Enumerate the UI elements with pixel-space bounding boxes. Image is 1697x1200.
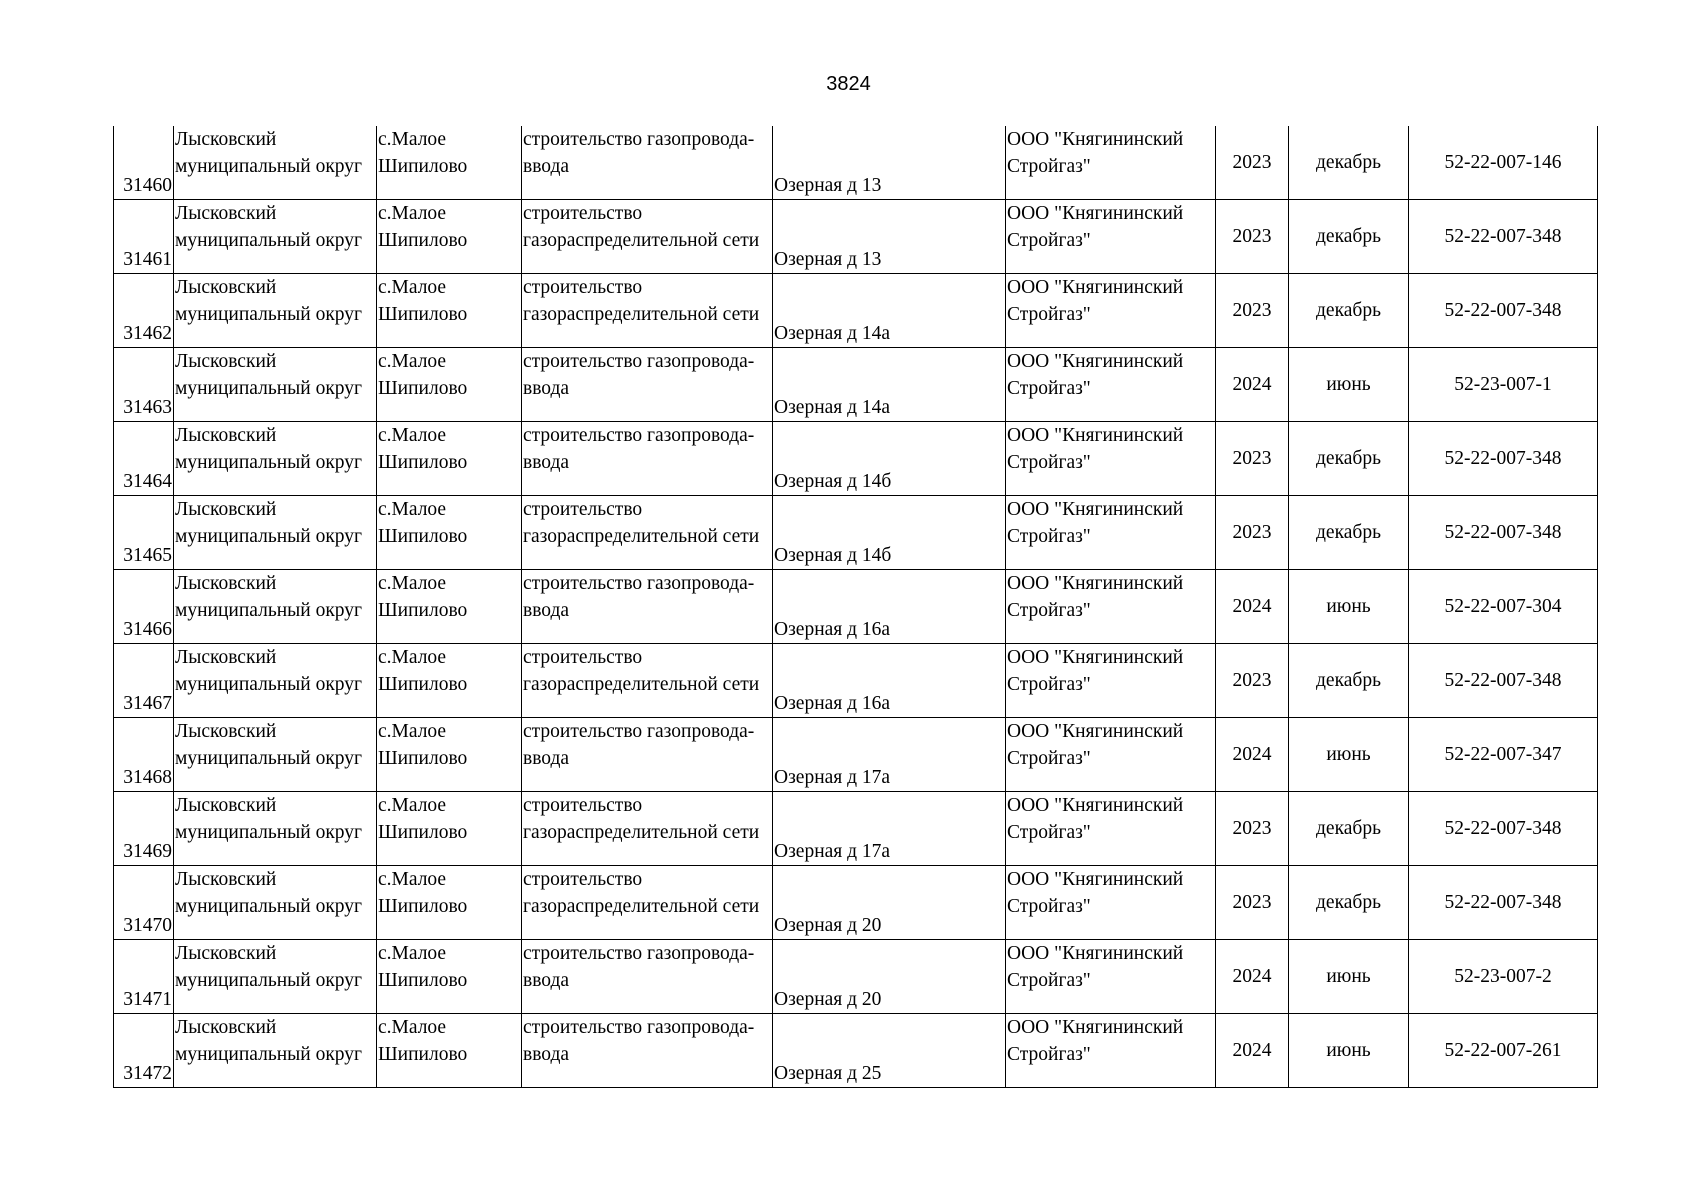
district-cell-line: Лысковский — [175, 277, 277, 298]
work-type-cell-line: газораспределительной сети — [523, 896, 760, 917]
work-type-cell — [522, 866, 773, 940]
settlement-cell-line: с.Малое — [378, 277, 447, 298]
row-number: 31472 — [114, 1014, 174, 1088]
work-type-cell — [522, 940, 773, 1014]
district-cell-line: Лысковский — [175, 351, 277, 372]
row-number: 31468 — [114, 718, 174, 792]
code-cell: 52-22-007-348 — [1409, 422, 1598, 496]
month-cell: декабрь — [1289, 274, 1409, 348]
settlement-cell-line: Шипилово — [378, 674, 468, 695]
row-number: 31460 — [114, 126, 174, 200]
district-cell-line: Лысковский — [175, 721, 277, 742]
contractor-cell-line: ООО "Княгининский — [1007, 647, 1184, 668]
work-type-cell — [522, 1014, 773, 1088]
contractor-cell-line: ООО "Княгининский — [1007, 573, 1184, 594]
code-cell: 52-22-007-146 — [1409, 126, 1598, 200]
contractor-cell — [1006, 866, 1216, 940]
settlement-cell-line: с.Малое — [378, 721, 447, 742]
contractor-cell-line: Стройгаз" — [1007, 896, 1091, 917]
contractor-cell — [1006, 348, 1216, 422]
district-cell-line: муниципальный округ — [175, 896, 363, 917]
contractor-cell — [1006, 644, 1216, 718]
contractor-cell-line: Стройгаз" — [1007, 378, 1091, 399]
work-type-cell — [522, 126, 773, 200]
work-type-cell-line: строительство — [523, 869, 643, 890]
address-cell: Озерная д 13 — [773, 126, 1006, 200]
work-type-cell-line: строительство газопровода- — [523, 129, 755, 150]
district-cell — [174, 422, 377, 496]
row-number: 31471 — [114, 940, 174, 1014]
district-cell — [174, 940, 377, 1014]
work-type-cell — [522, 348, 773, 422]
work-type-cell-line: газораспределительной сети — [523, 822, 760, 843]
table-row — [114, 570, 1598, 644]
settlement-cell — [377, 422, 522, 496]
month-cell: декабрь — [1289, 496, 1409, 570]
settlement-cell-line: Шипилово — [378, 822, 468, 843]
settlement-cell-line: Шипилово — [378, 748, 468, 769]
month-cell: июнь — [1289, 1014, 1409, 1088]
table-row — [114, 718, 1598, 792]
work-type-cell-line: ввода — [523, 1044, 570, 1065]
year-cell: 2023 — [1216, 200, 1289, 274]
year-cell: 2023 — [1216, 422, 1289, 496]
settlement-cell — [377, 570, 522, 644]
work-type-cell — [522, 422, 773, 496]
code-cell: 52-22-007-348 — [1409, 792, 1598, 866]
table-row — [114, 792, 1598, 866]
work-type-cell-line: строительство газопровода- — [523, 425, 755, 446]
address-cell: Озерная д 17а — [773, 792, 1006, 866]
work-type-cell-line: строительство газопровода- — [523, 351, 755, 372]
district-cell-line: Лысковский — [175, 647, 277, 668]
district-cell — [174, 496, 377, 570]
work-type-cell-line: строительство газопровода- — [523, 943, 755, 964]
contractor-cell-line: Стройгаз" — [1007, 822, 1091, 843]
work-type-cell-line: ввода — [523, 748, 570, 769]
work-type-cell-line: газораспределительной сети — [523, 526, 760, 547]
contractor-cell-line: ООО "Княгининский — [1007, 1017, 1184, 1038]
work-type-cell-line: газораспределительной сети — [523, 230, 760, 251]
settlement-cell-line: Шипилово — [378, 156, 468, 177]
district-cell-line: муниципальный округ — [175, 378, 363, 399]
year-cell: 2023 — [1216, 274, 1289, 348]
contractor-cell — [1006, 1014, 1216, 1088]
contractor-cell — [1006, 792, 1216, 866]
district-cell-line: муниципальный округ — [175, 526, 363, 547]
contractor-cell — [1006, 274, 1216, 348]
work-type-cell — [522, 274, 773, 348]
settlement-cell-line: с.Малое — [378, 129, 447, 150]
code-cell: 52-22-007-348 — [1409, 274, 1598, 348]
settlement-cell-line: Шипилово — [378, 526, 468, 547]
settlement-cell-line: Шипилово — [378, 452, 468, 473]
table-row — [114, 496, 1598, 570]
settlement-cell-line: Шипилово — [378, 970, 468, 991]
settlement-cell-line: с.Малое — [378, 203, 447, 224]
table-row — [114, 200, 1598, 274]
address-cell: Озерная д 14б — [773, 422, 1006, 496]
settlement-cell — [377, 644, 522, 718]
contractor-cell-line: ООО "Княгининский — [1007, 499, 1184, 520]
work-type-cell-line: ввода — [523, 970, 570, 991]
month-cell: декабрь — [1289, 792, 1409, 866]
district-cell-line: муниципальный округ — [175, 1044, 363, 1065]
settlement-cell-line: Шипилово — [378, 230, 468, 251]
settlement-cell — [377, 1014, 522, 1088]
contractor-cell-line: ООО "Княгининский — [1007, 795, 1184, 816]
settlement-cell — [377, 348, 522, 422]
table-row — [114, 940, 1598, 1014]
district-cell — [174, 200, 377, 274]
code-cell: 52-22-007-348 — [1409, 200, 1598, 274]
row-number: 31461 — [114, 200, 174, 274]
settlement-cell-line: с.Малое — [378, 1017, 447, 1038]
contractor-cell-line: ООО "Княгининский — [1007, 351, 1184, 372]
address-cell: Озерная д 17а — [773, 718, 1006, 792]
work-type-cell-line: ввода — [523, 600, 570, 621]
work-type-cell-line: строительство газопровода- — [523, 573, 755, 594]
settlement-cell-line: Шипилово — [378, 378, 468, 399]
month-cell: декабрь — [1289, 422, 1409, 496]
contractor-cell-line: Стройгаз" — [1007, 970, 1091, 991]
month-cell: июнь — [1289, 718, 1409, 792]
contractor-cell-line: ООО "Княгининский — [1007, 721, 1184, 742]
settlement-cell — [377, 274, 522, 348]
row-number: 31462 — [114, 274, 174, 348]
settlement-cell — [377, 792, 522, 866]
work-type-cell-line: строительство — [523, 277, 643, 298]
work-type-cell-line: строительство газопровода- — [523, 1017, 755, 1038]
month-cell: декабрь — [1289, 866, 1409, 940]
settlement-cell-line: с.Малое — [378, 647, 447, 668]
district-cell — [174, 644, 377, 718]
district-cell-line: Лысковский — [175, 1017, 277, 1038]
contractor-cell — [1006, 200, 1216, 274]
row-number: 31466 — [114, 570, 174, 644]
code-cell: 52-22-007-304 — [1409, 570, 1598, 644]
table-row — [114, 1014, 1598, 1088]
district-cell-line: Лысковский — [175, 499, 277, 520]
settlement-cell-line: Шипилово — [378, 1044, 468, 1065]
contractor-cell — [1006, 496, 1216, 570]
settlement-cell — [377, 126, 522, 200]
work-type-cell — [522, 644, 773, 718]
table-row — [114, 422, 1598, 496]
year-cell: 2024 — [1216, 718, 1289, 792]
year-cell: 2023 — [1216, 496, 1289, 570]
work-type-cell — [522, 200, 773, 274]
settlement-cell-line: Шипилово — [378, 896, 468, 917]
district-cell — [174, 348, 377, 422]
district-cell-line: муниципальный округ — [175, 748, 363, 769]
table-row — [114, 274, 1598, 348]
code-cell: 52-22-007-348 — [1409, 644, 1598, 718]
code-cell: 52-23-007-2 — [1409, 940, 1598, 1014]
contractor-cell-line: ООО "Княгининский — [1007, 203, 1184, 224]
table-row — [114, 126, 1598, 200]
year-cell: 2023 — [1216, 866, 1289, 940]
district-cell-line: муниципальный округ — [175, 230, 363, 251]
address-cell: Озерная д 20 — [773, 866, 1006, 940]
year-cell: 2024 — [1216, 1014, 1289, 1088]
settlement-cell-line: с.Малое — [378, 869, 447, 890]
contractor-cell — [1006, 422, 1216, 496]
settlement-cell-line: с.Малое — [378, 351, 447, 372]
code-cell: 52-22-007-348 — [1409, 866, 1598, 940]
district-cell-line: муниципальный округ — [175, 452, 363, 473]
district-cell-line: Лысковский — [175, 425, 277, 446]
row-number: 31469 — [114, 792, 174, 866]
address-cell: Озерная д 13 — [773, 200, 1006, 274]
work-type-cell-line: строительство газопровода- — [523, 721, 755, 742]
contractor-cell — [1006, 940, 1216, 1014]
district-cell — [174, 1014, 377, 1088]
settlement-cell-line: с.Малое — [378, 943, 447, 964]
settlement-cell — [377, 200, 522, 274]
table-row — [114, 866, 1598, 940]
district-cell — [174, 792, 377, 866]
district-cell-line: муниципальный округ — [175, 674, 363, 695]
settlement-cell-line: с.Малое — [378, 425, 447, 446]
district-cell-line: муниципальный округ — [175, 822, 363, 843]
contractor-cell-line: Стройгаз" — [1007, 674, 1091, 695]
code-cell: 52-22-007-261 — [1409, 1014, 1598, 1088]
address-cell: Озерная д 25 — [773, 1014, 1006, 1088]
contractor-cell-line: Стройгаз" — [1007, 304, 1091, 325]
work-type-cell-line: строительство — [523, 795, 643, 816]
work-type-cell-line: газораспределительной сети — [523, 304, 760, 325]
settlement-cell-line: с.Малое — [378, 573, 447, 594]
register-table — [113, 126, 1598, 1088]
row-number: 31470 — [114, 866, 174, 940]
settlement-cell — [377, 940, 522, 1014]
district-cell — [174, 126, 377, 200]
work-type-cell-line: строительство — [523, 499, 643, 520]
contractor-cell-line: Стройгаз" — [1007, 1044, 1091, 1065]
address-cell: Озерная д 14б — [773, 496, 1006, 570]
address-cell: Озерная д 14а — [773, 348, 1006, 422]
work-type-cell-line: ввода — [523, 156, 570, 177]
month-cell: июнь — [1289, 940, 1409, 1014]
year-cell: 2023 — [1216, 792, 1289, 866]
contractor-cell — [1006, 718, 1216, 792]
code-cell: 52-23-007-1 — [1409, 348, 1598, 422]
year-cell: 2023 — [1216, 126, 1289, 200]
year-cell: 2024 — [1216, 940, 1289, 1014]
month-cell: декабрь — [1289, 200, 1409, 274]
work-type-cell-line: строительство — [523, 203, 643, 224]
code-cell: 52-22-007-348 — [1409, 496, 1598, 570]
month-cell: декабрь — [1289, 126, 1409, 200]
settlement-cell-line: Шипилово — [378, 304, 468, 325]
district-cell-line: Лысковский — [175, 795, 277, 816]
table-row — [114, 348, 1598, 422]
code-cell: 52-22-007-347 — [1409, 718, 1598, 792]
month-cell: декабрь — [1289, 644, 1409, 718]
district-cell-line: Лысковский — [175, 943, 277, 964]
settlement-cell — [377, 718, 522, 792]
settlement-cell — [377, 496, 522, 570]
contractor-cell-line: Стройгаз" — [1007, 600, 1091, 621]
district-cell-line: муниципальный округ — [175, 156, 363, 177]
contractor-cell-line: ООО "Княгининский — [1007, 277, 1184, 298]
contractor-cell-line: Стройгаз" — [1007, 230, 1091, 251]
month-cell: июнь — [1289, 348, 1409, 422]
row-number: 31464 — [114, 422, 174, 496]
year-cell: 2024 — [1216, 570, 1289, 644]
district-cell — [174, 866, 377, 940]
row-number: 31463 — [114, 348, 174, 422]
contractor-cell — [1006, 570, 1216, 644]
row-number: 31465 — [114, 496, 174, 570]
address-cell: Озерная д 16а — [773, 570, 1006, 644]
district-cell-line: Лысковский — [175, 869, 277, 890]
work-type-cell-line: строительство — [523, 647, 643, 668]
district-cell-line: Лысковский — [175, 203, 277, 224]
work-type-cell-line: ввода — [523, 452, 570, 473]
year-cell: 2024 — [1216, 348, 1289, 422]
settlement-cell — [377, 866, 522, 940]
contractor-cell-line: Стройгаз" — [1007, 748, 1091, 769]
table-row — [114, 644, 1598, 718]
address-cell: Озерная д 16а — [773, 644, 1006, 718]
contractor-cell-line: ООО "Княгининский — [1007, 869, 1184, 890]
district-cell — [174, 718, 377, 792]
district-cell-line: Лысковский — [175, 129, 277, 150]
district-cell — [174, 570, 377, 644]
work-type-cell — [522, 718, 773, 792]
contractor-cell-line: ООО "Княгининский — [1007, 129, 1184, 150]
year-cell: 2023 — [1216, 644, 1289, 718]
contractor-cell-line: Стройгаз" — [1007, 156, 1091, 177]
work-type-cell-line: газораспределительной сети — [523, 674, 760, 695]
district-cell-line: муниципальный округ — [175, 970, 363, 991]
settlement-cell-line: Шипилово — [378, 600, 468, 621]
district-cell — [174, 274, 377, 348]
address-cell: Озерная д 20 — [773, 940, 1006, 1014]
contractor-cell-line: ООО "Княгининский — [1007, 425, 1184, 446]
district-cell-line: Лысковский — [175, 573, 277, 594]
contractor-cell — [1006, 126, 1216, 200]
contractor-cell-line: Стройгаз" — [1007, 526, 1091, 547]
work-type-cell — [522, 496, 773, 570]
month-cell: июнь — [1289, 570, 1409, 644]
district-cell-line: муниципальный округ — [175, 304, 363, 325]
row-number: 31467 — [114, 644, 174, 718]
settlement-cell-line: с.Малое — [378, 499, 447, 520]
district-cell-line: муниципальный округ — [175, 600, 363, 621]
register-body — [114, 126, 1598, 1088]
work-type-cell-line: ввода — [523, 378, 570, 399]
address-cell: Озерная д 14а — [773, 274, 1006, 348]
work-type-cell — [522, 570, 773, 644]
contractor-cell-line: ООО "Княгининский — [1007, 943, 1184, 964]
page-number: 3824 — [826, 73, 871, 95]
settlement-cell-line: с.Малое — [378, 795, 447, 816]
work-type-cell — [522, 792, 773, 866]
contractor-cell-line: Стройгаз" — [1007, 452, 1091, 473]
